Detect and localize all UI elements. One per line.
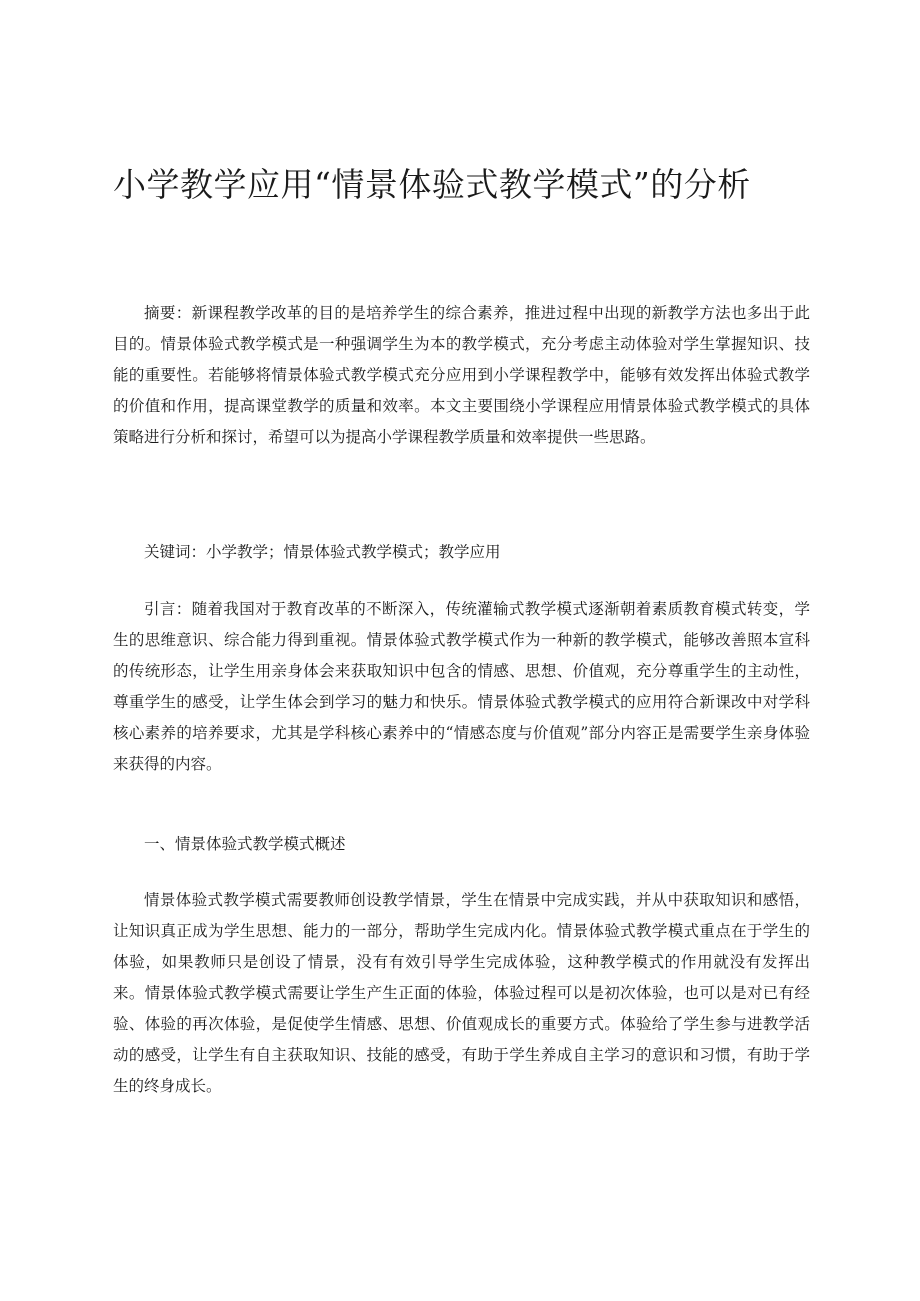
abstract-label: 摘要： <box>144 304 192 322</box>
keywords-paragraph <box>113 537 810 568</box>
section-1-paragraph: 情景体验式教学模式需要教师创设教学情景，学生在情景中完成实践，并从中获取知识和感悟，让知识真正成为学生思想、能力的一部分，帮助学生完成内化。情景体验式教学模式重点在于学生的体验，如果教师只是创设了情景，没有有效引导学生完成体验，这种教学模式的作用就没有发挥出来。情景体验式教学模式需要让学生产生正面的体验，体验过程可以是初次体验，也可以是对已有经验、体验的再次体验，是促使学生情感、思想、价值观成长的重要方式。体验给了学生参与进教学活动的感受，让学生有自主获取知识、技能的感受，有助于学生养成自主学习的意识和习惯，有助于学生的终身成长。 <box>113 891 810 1095</box>
abstract-paragraph <box>113 298 810 453</box>
document-title: 小学教学应用“情景体验式教学模式”的分析 <box>113 165 751 204</box>
keywords-text: 小学教学；情景体验式教学模式；教学应用 <box>206 543 501 561</box>
keywords-label: 关键词： <box>144 543 207 561</box>
section-1-heading: 一、情景体验式教学模式概述 <box>144 835 346 853</box>
abstract-text: 新课程教学改革的目的是培养学生的综合素养，推进过程中出现的新教学方法也多出于此目的。情景体验式教学模式是一种强调学生为本的教学模式，充分考虑主动体验对学生掌握知识、技能的重要性。若能够将情景体验式教学模式充分应用到小学课程教学中，能够有效发挥出体验式教学的价值和作用，提高课堂教学的质量和效率。本文主要围绕小学课程应用情景体验式教学模式的具体策略进行分析和探讨，希望可以为提高小学课程教学质量和效率提供一些思路。 <box>113 304 810 446</box>
intro-paragraph <box>113 594 810 780</box>
intro-text: 随着我国对于教育改革的不断深入，传统灌输式教学模式逐渐朝着素质教育模式转变，学生的思维意识、综合能力得到重视。情景体验式教学模式作为一种新的教学模式，能够改善照本宣科的传统形态，让学生用亲身体会来获取知识中包含的情感、思想、价值观，充分尊重学生的主动性，尊重学生的感受，让学生体会到学习的魅力和快乐。情景体验式教学模式的应用符合新课改中对学科核心素养的培养要求，尤其是学科核心素养中的“情感态度与价值观”部分内容正是需要学生亲身体验来获得的内容。 <box>113 600 810 773</box>
intro-label: 引言： <box>144 600 192 618</box>
